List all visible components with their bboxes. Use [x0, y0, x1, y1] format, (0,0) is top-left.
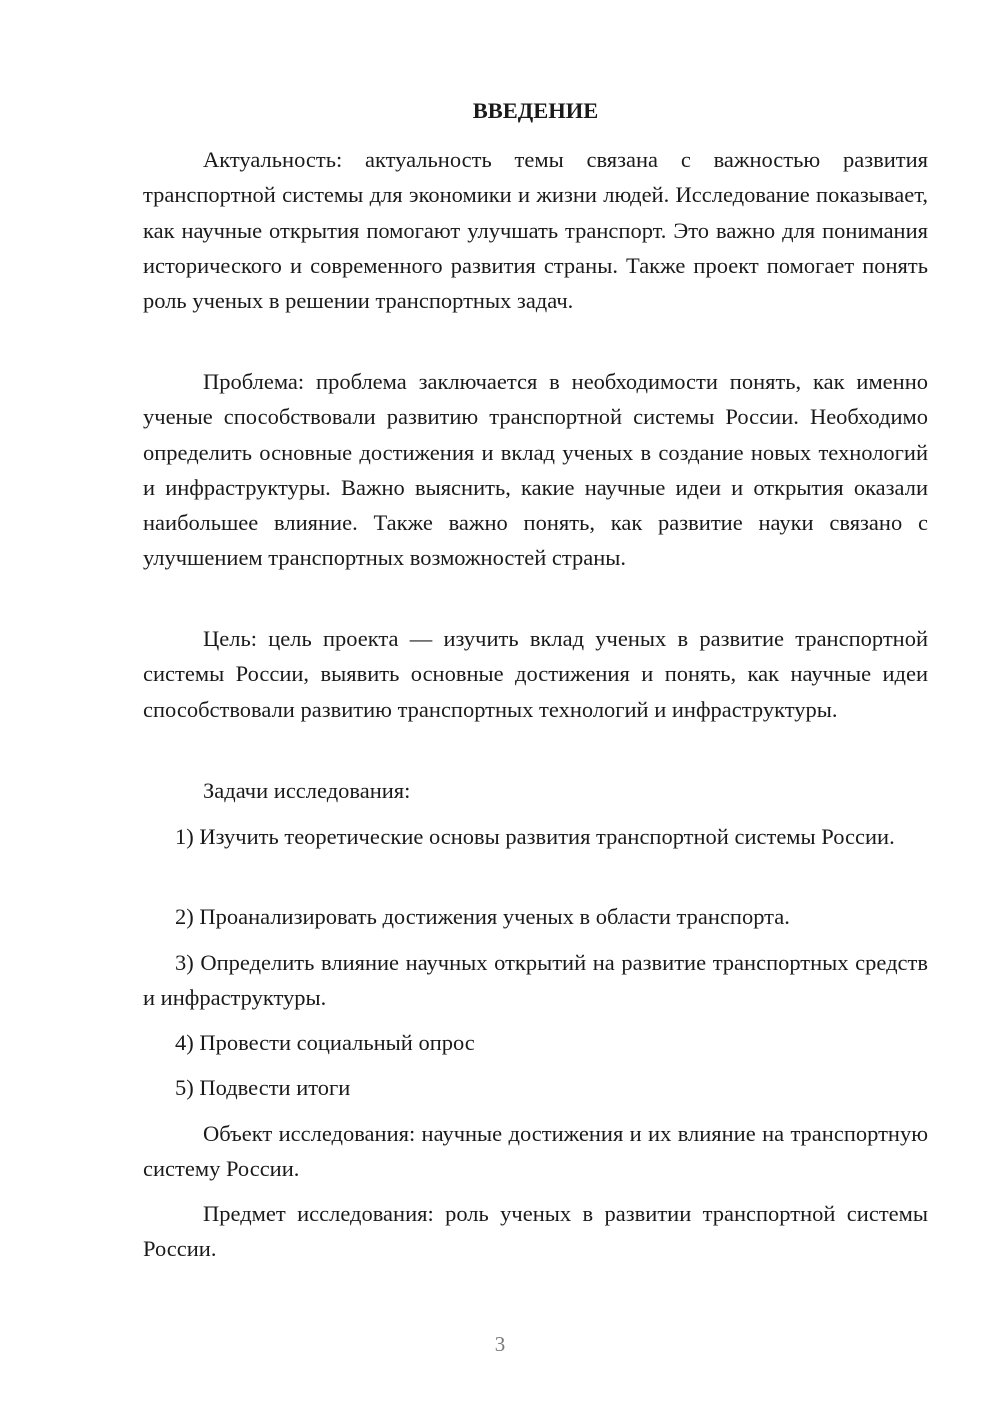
goal-paragraph: Цель: цель проекта — изучить вклад ученых в развитие транспортной системы России, выявить основные достижения и понять, как научные идеи способствовали развитию транспортных технологий и инфраструктуры. — [143, 626, 928, 722]
object-paragraph: Объект исследования: научные достижения и их влияние на транспортную систему России. — [143, 1121, 928, 1182]
page-number: 3 — [494, 1332, 506, 1356]
tasks-heading: Задачи исследования: — [203, 778, 411, 803]
task-item-3: 3) Определить влияние научных открытий на развитие транспортных средств и инфраструктуры. — [143, 950, 928, 1011]
subject-paragraph: Предмет исследования: роль ученых в развитии транспортной системы России. — [143, 1201, 928, 1262]
task-item-2: 2) Проанализировать достижения ученых в области транспорта. — [175, 904, 790, 929]
relevance-paragraph: Актуальность: актуальность темы связана с важностью развития транспортной системы для экономики и жизни людей. Исследование показывает, как научные открытия помогают улучшать транспорт. Это важно для понимания исторического и современного развития страны. Также проект помогает понять роль ученых в решении транспортных задач. — [143, 147, 928, 314]
task-item-5: 5) Подвести итоги — [175, 1075, 351, 1100]
task-item-1: 1) Изучить теоретические основы развития транспортной системы России. — [175, 824, 895, 849]
task-item-4: 4) Провести социальный опрос — [175, 1030, 475, 1055]
problem-paragraph: Проблема: проблема заключается в необходимости понять, как именно ученые способствовали развитию транспортной системы России. Необходимо определить основные достижения и вклад ученых в создание новых технологий и инфраструктуры. Важно выяснить, какие научные идеи и открытия оказали наибольшее влияние. Также важно понять, как развитие науки связано с улучшением транспортных возможностей страны. — [143, 369, 928, 571]
section-title: ВВЕДЕНИЕ — [472, 98, 599, 123]
